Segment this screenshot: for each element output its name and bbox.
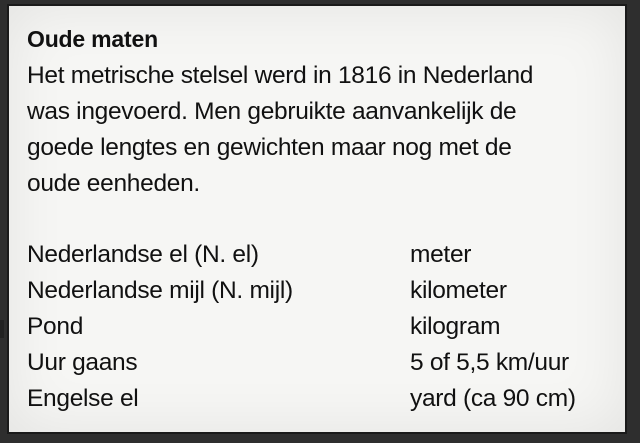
intro-paragraph bbox=[27, 58, 623, 202]
unit-table bbox=[27, 237, 623, 417]
edge-mark bbox=[0, 320, 4, 338]
modern-unit: meter bbox=[410, 241, 472, 268]
old-unit: Engelse el bbox=[27, 385, 139, 412]
intro-line: Het metrische stelsel werd in 1816 in Nederland bbox=[27, 62, 534, 89]
modern-unit: kilogram bbox=[410, 313, 501, 340]
intro-line: was ingevoerd. Men gebruikte aanvankelijk de bbox=[27, 98, 517, 125]
unit-row bbox=[27, 381, 623, 417]
old-unit: Uur gaans bbox=[27, 349, 138, 376]
old-unit: Nederlandse mijl (N. mijl) bbox=[27, 277, 293, 304]
modern-unit: kilometer bbox=[410, 277, 507, 304]
intro-line: oude eenheden. bbox=[27, 170, 200, 197]
unit-row bbox=[27, 237, 623, 273]
old-unit: Pond bbox=[27, 313, 84, 340]
unit-row bbox=[27, 345, 623, 381]
intro-line: goede lengtes en gewichten maar nog met de bbox=[27, 134, 512, 161]
modern-unit: yard (ca 90 cm) bbox=[410, 385, 576, 412]
modern-unit: 5 of 5,5 km/uur bbox=[410, 349, 569, 376]
old-unit: Nederlandse el (N. el) bbox=[27, 241, 259, 268]
info-card bbox=[7, 4, 627, 434]
unit-row bbox=[27, 309, 623, 345]
unit-row bbox=[27, 273, 623, 309]
card-title: Oude maten bbox=[27, 26, 158, 52]
